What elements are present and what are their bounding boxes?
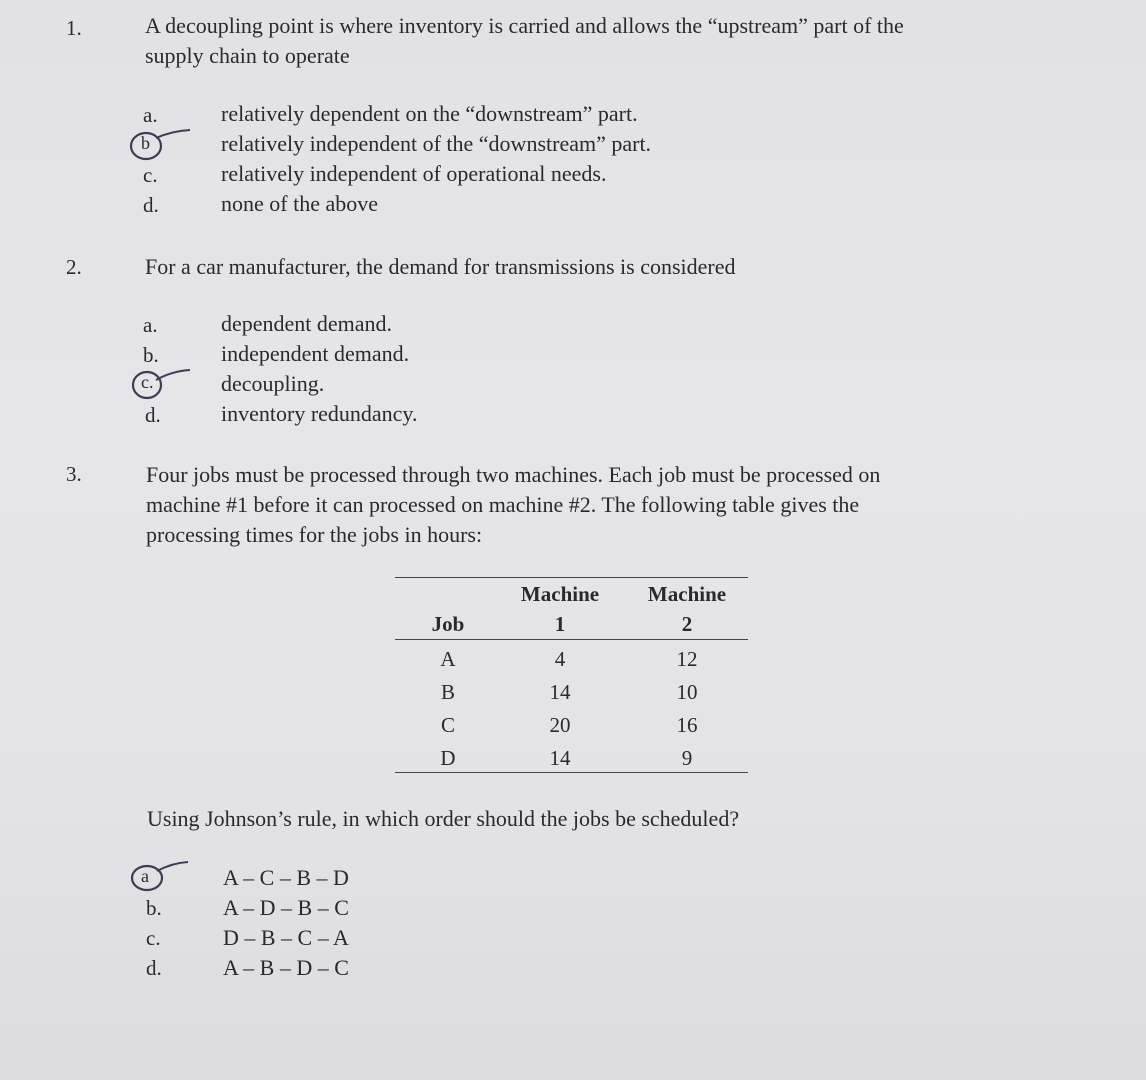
table-cell-machine-1: 4 — [554, 647, 566, 671]
q3-option-a-letter: a — [141, 866, 149, 886]
question-3-text-line-3: processing times for the jobs in hours: — [146, 522, 483, 547]
q3-option-a-text: A – C – B – D — [223, 865, 349, 890]
table-cell-machine-2: 12 — [676, 647, 698, 671]
table-cell-machine-2: 16 — [676, 713, 698, 737]
question-1-number: 1. — [66, 16, 82, 40]
table-cell-machine-1: 14 — [549, 746, 571, 770]
q1-option-a-letter: a. — [143, 103, 158, 127]
question-1-text-line-1: A decoupling point is where inventory is carried and allows the “upstream” part of the — [145, 13, 904, 38]
q2-option-a-letter: a. — [143, 313, 158, 337]
table-cell-job: D — [440, 746, 456, 770]
q2-circled-answer-mark — [126, 366, 196, 406]
q3-option-b-text: A – D – B – C — [223, 895, 349, 920]
q2-option-a-text: dependent demand. — [221, 311, 393, 336]
table-header-machine-2-top: Machine — [647, 582, 727, 606]
table-cell-machine-1: 20 — [549, 713, 571, 737]
table-top-rule — [395, 577, 748, 578]
q1-option-c-letter: c. — [143, 163, 158, 187]
question-2-text: For a car manufacturer, the demand for transmissions is considered — [145, 254, 736, 279]
q1-option-d-text: none of the above — [221, 191, 378, 216]
q3-option-d-text: A – B – D – C — [223, 955, 349, 980]
q1-option-b-text: relatively independent of the “downstream” part. — [221, 131, 652, 156]
table-header-rule — [395, 639, 748, 640]
q1-option-b-letter: b — [141, 133, 150, 153]
q2-option-c-text: decoupling. — [221, 371, 325, 396]
table-header-machine-1-bottom: 1 — [554, 612, 566, 636]
table-cell-machine-2: 10 — [676, 680, 698, 704]
q2-option-c-letter: c. — [141, 372, 154, 392]
question-3-text-line-1: Four jobs must be processed through two machines. Each job must be processed on — [146, 462, 881, 487]
table-cell-job: C — [440, 713, 455, 737]
q3-option-c-letter: c. — [146, 926, 161, 950]
q1-option-a-text: relatively dependent on the “downstream” part. — [221, 101, 638, 126]
q2-option-b-letter: b. — [143, 343, 159, 367]
table-header-machine-2-bottom: 2 — [681, 612, 693, 636]
q2-option-d-text: inventory redundancy. — [221, 401, 418, 426]
q3-option-b-letter: b. — [146, 896, 162, 920]
table-cell-job: B — [440, 680, 455, 704]
table-header-job: Job — [431, 612, 465, 636]
question-2-number: 2. — [66, 255, 82, 279]
table-cell-machine-2: 9 — [681, 746, 693, 770]
q2-option-b-text: independent demand. — [221, 341, 410, 366]
q1-circled-answer-mark — [124, 126, 194, 166]
table-cell-machine-1: 14 — [549, 680, 571, 704]
q3-option-d-letter: d. — [146, 956, 162, 980]
question-3-text-line-2: machine #1 before it can processed on machine #2. The following table gives the — [146, 492, 860, 517]
q3-circled-answer-mark — [124, 858, 194, 898]
q1-option-c-text: relatively independent of operational needs. — [221, 161, 607, 186]
question-3-followup: Using Johnson’s rule, in which order should the jobs be scheduled? — [147, 806, 740, 831]
question-3-number: 3. — [66, 462, 82, 486]
table-bottom-rule — [395, 772, 748, 773]
q1-option-d-letter: d. — [143, 193, 159, 217]
table-cell-job: A — [440, 647, 456, 671]
table-header-machine-1-top: Machine — [520, 582, 600, 606]
q2-option-d-letter: d. — [145, 403, 161, 427]
q3-option-c-text: D – B – C – A — [223, 925, 349, 950]
question-1-text-line-2: supply chain to operate — [145, 43, 350, 68]
